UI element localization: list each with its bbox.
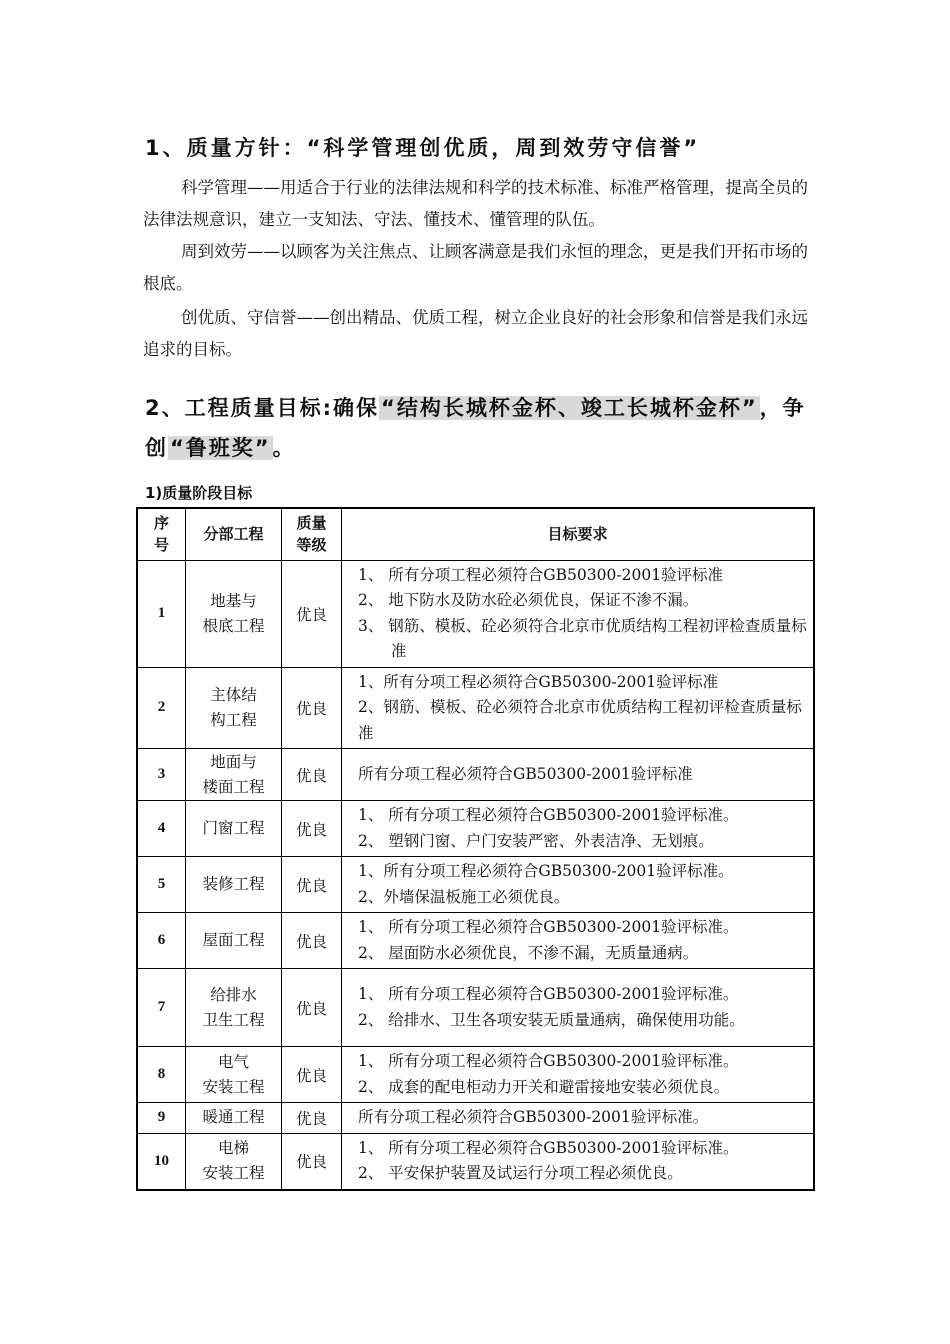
requirement-line: 1、所有分项工程必须符合GB50300-2001验评标准 [358,672,719,691]
row-requirements [342,749,815,801]
header-grade [282,508,342,560]
requirement-line: 2、 成套的配电柜动力开关和避雷接地安装必须优良。 [358,1077,730,1096]
row-quality-grade: 优良 [282,1103,342,1134]
table-row [137,913,814,969]
row-number: 2 [137,667,186,749]
row-number: 5 [137,857,186,913]
table-row [137,1133,814,1190]
row-quality-grade: 优良 [282,667,342,749]
row-quality-grade: 优良 [282,857,342,913]
division-name-line: 暖通工程 [202,1108,265,1127]
table-row [137,560,814,667]
division-name-line: 电气 [217,1052,249,1071]
quality-goals-table [136,507,815,1191]
section1-paragraph [143,302,815,366]
row-number: 7 [137,969,186,1047]
requirement-line: 1、 所有分项工程必须符合GB50300-2001验评标准 [358,565,724,584]
requirement-line: 1、 所有分项工程必须符合GB50300-2001验评标准。 [358,985,739,1003]
table-row [137,1047,814,1103]
row-division-name [186,857,282,913]
division-name-line: 电梯 [217,1139,249,1157]
requirement-line: 所有分项工程必须符合GB50300-2001验评标准。 [358,1108,709,1126]
division-name-line: 主体结 [210,685,257,704]
table-row [137,969,814,1047]
row-requirements [342,913,815,969]
row-requirements [342,1103,815,1134]
section1-paragraph [143,236,815,300]
row-quality-grade: 优良 [282,749,342,801]
section2-title-end: 。 [272,436,296,460]
row-division-name [186,1047,282,1103]
row-requirements [342,667,815,749]
requirement-line: 2、外墙保温板施工必须优良。 [358,887,570,906]
division-name-line: 构工程 [210,710,257,729]
division-name-line: 卫生工程 [202,1010,265,1029]
row-division-name [186,913,282,969]
division-name-line: 地基与 [210,591,257,610]
row-quality-grade: 优良 [282,913,342,969]
header-grade-line1: 质量 [296,514,327,533]
division-name-line: 楼面工程 [202,777,265,796]
header-name: 分部工程 [186,508,282,560]
section2-title-mid: ，争创 [145,396,806,460]
section2-title-colon: :确保 [322,396,380,420]
division-name-line: 屋面工程 [202,931,265,949]
requirement-line: 2、 地下防水及防水砼必须优良，保证不渗不漏。 [358,591,699,609]
requirement-line: 1、 所有分项工程必须符合GB50300-2001验评标准。 [358,1138,739,1157]
header-grade-line2: 等级 [296,536,327,555]
requirement-line: 2、 塑钢门窗、户门安装严密、外表洁净、无划痕。 [358,831,714,850]
section2-title-prefix: 2、工程质量目标 [145,396,323,420]
requirement-line: 2、 屋面防水必须优良，不渗不漏，无质量通病。 [358,943,699,962]
highlight-award-2: “鲁班奖” [170,436,271,460]
paragraph-text: 创优质、守信誉——创出精品、优质工程，树立企业良好的社会形象和信誉是我们永远追求的目标。 [143,308,808,359]
row-requirements [342,560,815,667]
row-requirements [342,1133,815,1190]
section1-title: 1、质量方针：“科学管理创优质，周到效劳守信誉” [145,136,701,160]
table-caption: 1)质量阶段目标 [145,484,253,502]
row-quality-grade: 优良 [282,1133,342,1190]
row-requirements [342,969,815,1047]
section2-title [145,388,815,468]
requirement-line: 1、所有分项工程必须符合GB50300-2001验评标准。 [358,862,734,880]
table-header-row [137,508,814,560]
paragraph-text: 周到效劳——以顾客为关注焦点、让顾客满意是我们永恒的理念，更是我们开拓市场的根底。 [143,242,808,293]
paragraph-text: 科学管理——用适合于行业的法律法规和科学的技术标准、标准严格管理，提高全员的法律法规意识，建立一支知法、守法、懂技术、懂管理的队伍。 [143,178,808,229]
row-division-name [186,1133,282,1190]
row-number: 10 [137,1133,186,1190]
row-division-name [186,969,282,1047]
header-no-line2: 号 [153,536,169,555]
requirement-line: 2、 平安保护装置及试运行分项工程必须优良。 [358,1164,683,1182]
requirement-line: 1、 所有分项工程必须符合GB50300-2001验评标准。 [358,1052,739,1070]
row-number: 3 [137,749,186,801]
division-name-line: 装修工程 [202,875,265,893]
requirement-line: 所有分项工程必须符合GB50300-2001验评标准 [358,764,693,783]
section1-paragraph [143,172,815,236]
table-row [137,801,814,857]
requirement-line: 3、 钢筋、模板、砼必须符合北京市优质结构工程初评检查质量标准 [358,616,807,660]
row-division-name [186,667,282,749]
row-number: 1 [137,560,186,667]
division-name-line: 根底工程 [202,616,265,635]
division-name-line: 地面与 [210,752,257,771]
row-number: 6 [137,913,186,969]
table-row [137,667,814,749]
row-number: 8 [137,1047,186,1103]
row-number: 9 [137,1103,186,1134]
row-requirements [342,801,815,857]
division-name-line: 安装工程 [202,1164,265,1182]
row-requirements [342,857,815,913]
row-division-name [186,1103,282,1134]
table-row [137,1103,814,1134]
row-division-name [186,749,282,801]
division-name-line: 给排水 [210,985,257,1004]
requirement-line: 2、钢筋、模板、砼必须符合北京市优质结构工程初评检查质量标准 [358,698,802,742]
row-division-name [186,801,282,857]
requirement-line: 1、 所有分项工程必须符合GB50300-2001验评标准。 [358,918,739,936]
row-quality-grade: 优良 [282,560,342,667]
row-quality-grade: 优良 [282,1047,342,1103]
table-row [137,749,814,801]
requirement-line: 2、 给排水、卫生各项安装无质量通病，确保使用功能。 [358,1010,745,1029]
header-req: 目标要求 [342,508,815,560]
requirement-line: 1、 所有分项工程必须符合GB50300-2001验评标准。 [358,806,739,824]
table-row [137,857,814,913]
division-name-line: 安装工程 [202,1077,265,1096]
row-division-name [186,560,282,667]
header-no [137,508,186,560]
row-quality-grade: 优良 [282,969,342,1047]
row-quality-grade: 优良 [282,801,342,857]
highlight-award-1: “结构长城杯金杯、竣工长城杯金杯” [381,396,758,420]
row-requirements [342,1047,815,1103]
header-no-line1: 序 [153,514,169,533]
division-name-line: 门窗工程 [202,819,265,837]
row-number: 4 [137,801,186,857]
